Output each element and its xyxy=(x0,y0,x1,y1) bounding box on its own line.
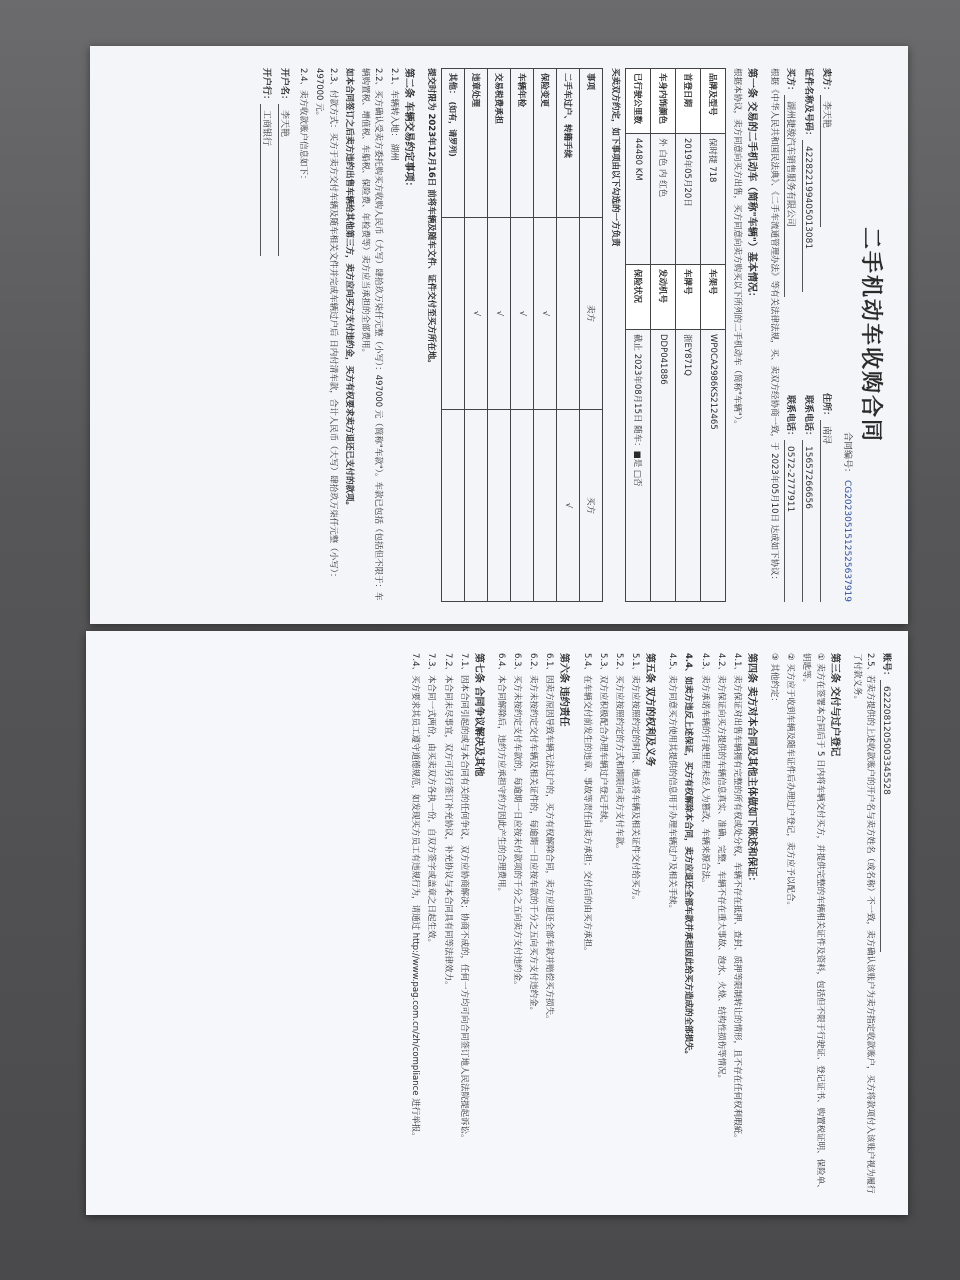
seller-phone-label: 联系电话： xyxy=(803,394,813,440)
proc-item: 二手车过户、转籍手续 xyxy=(557,69,580,218)
clause-3-2: ② 买方应于收到车辆及随车证件后办理过户登记，卖方应予以配合。 xyxy=(785,653,796,910)
procedure-table xyxy=(441,68,603,602)
proc-header-item: 事项 xyxy=(580,69,603,218)
clause-6-3: 6.3、买方未按约定支付车款的，每逾期一日应按未付款项的千分之五向卖方支付违约金。 xyxy=(512,653,523,990)
proc-buyer-mark xyxy=(442,410,465,602)
contract-number-label: 合同编号： xyxy=(842,432,852,478)
vehicle-value: 44480 KM xyxy=(625,134,650,265)
proc-item: 交易税费承担 xyxy=(488,69,511,218)
bank-account-name: 李天艳 xyxy=(278,104,292,256)
handover-deadline: 提交时限为 2023年12月16日 前将车辆及随车文件、证件交付至买方所在地。 xyxy=(426,68,437,368)
table-row xyxy=(675,69,700,602)
vehicle-value: 外 白色 内 红色 xyxy=(650,134,675,265)
clause-6-1: 6.1、因卖方原因导致车辆无法过户的，买方有权解除合同，卖方应退还全部车款并赔偿买方损失。 xyxy=(544,653,555,1024)
vehicle-key: 车架号 xyxy=(700,265,725,330)
clause-7-2: 7.2、本合同未尽事宜，双方可另行签订补充协议，补充协议与本合同具有同等法律效力。 xyxy=(442,653,453,990)
vehicle-key: 车身内饰颜色 xyxy=(650,69,675,134)
contract-number: CG202305151252563791​9 xyxy=(842,479,852,602)
proc-item: 保险变更 xyxy=(534,69,557,218)
account-number: 6222081205003345528 xyxy=(880,680,891,952)
procedure-intro: 买卖双方约定，如下事项由以下勾选的一方负责 xyxy=(609,68,620,247)
clause-3-1: ① 卖方在签署本合同后于 5 日内将车辆交付买方，并提供完整的车辆相关证件及资料，包括但不限于行驶证、登记证书、购置税证明、保险单、钥匙等。 xyxy=(801,653,825,1193)
vehicle-value: 2019年05月20日 xyxy=(675,134,700,265)
article7-title: 第七条 合同争议解决及其他 xyxy=(472,653,484,777)
seller-residence-label: 住所： xyxy=(821,392,831,420)
clause-2-2: 2.2、买方确认受卖方委托购买方收购人民币（大写）肆拾玖万柒仟元整（小写）：497000 元（简称"车款"）。车款已包括（包括但不限于：车辆购置税、增值税、车船税、保险费、年检费等）卖方应当承担的全部费用。 xyxy=(359,68,384,601)
clause-5-3: 5.3、双方应积极配合办理车辆过户登记手续。 xyxy=(597,653,608,829)
bank-account-name-label: 开户名： xyxy=(279,68,290,105)
proc-seller-mark xyxy=(557,218,580,410)
table-row xyxy=(511,69,534,602)
table-row xyxy=(534,69,557,602)
clause-6-4: 6.4、本合同解除后，违约方应承担守约方因此产生的合理费用。 xyxy=(495,653,506,897)
proc-seller-mark: √ xyxy=(465,218,488,410)
buyer-phone-label: 联系电话： xyxy=(785,394,795,440)
article1-title: 第一条 交易的二手机动车（简称"车辆"）基本情况： xyxy=(745,68,757,302)
table-row xyxy=(488,69,511,602)
vehicle-key: 车牌号 xyxy=(675,265,700,330)
article6-title: 第六条 违约责任 xyxy=(558,653,570,727)
vehicle-value: 保时捷 718 xyxy=(700,134,725,265)
clause-2-3: 2.3、付款方式：买方于卖方交付车辆及随车相关文件并完成车辆过户后 日内付清车款，合计人民币（大写）肆拾玖万柒仟元整（小写）：497000 元。 xyxy=(314,68,338,582)
proc-header-buyer: 买方 xyxy=(580,410,603,602)
clause-5-4: 5.4、在车辆交付前发生的违章、事故等责任由卖方承担；交付后的由买方承担。 xyxy=(581,653,592,956)
vehicle-value: WP0CA2986KS212465 xyxy=(700,330,725,602)
clause-5-2: 5.2、买方应按照约定的方式和期限向卖方支付车款。 xyxy=(613,653,624,854)
table-row xyxy=(625,69,650,602)
proc-seller-mark: √ xyxy=(511,218,534,410)
seller-phone: 15657266656 xyxy=(802,440,813,602)
seller-residence: 南浔 xyxy=(820,420,834,602)
bank-account-name-row xyxy=(278,68,292,602)
clause-2-5: 2.5、若卖方提供的上述收款账户的开户名与卖方姓名（或名称）不一致，卖方确认该账户为卖方指定收款账户，买方将款项付入该账户视为履行了付款义务。 xyxy=(851,653,875,1194)
proc-item: 违章处理 xyxy=(465,69,488,218)
buyer-phone: 0572-2777911 xyxy=(784,440,795,602)
vehicle-key: 发动机号 xyxy=(650,265,675,330)
seller-name: 李天艳 xyxy=(820,95,834,227)
buyer-row xyxy=(784,68,798,602)
clause-4-3: 4.3、卖方承诺车辆的行驶里程未经人为篡改，车辆来源合法。 xyxy=(699,653,710,888)
clause-notice: 如本合同签订之后卖方违约出售车辆给其他第三方，卖方应向买方支付违约金，买方有权要求卖方退还已支付的款项。 xyxy=(343,68,354,511)
vehicle-key: 保险状况 xyxy=(625,265,650,330)
article1-text: 根据本协议，卖方同意向买方出售，买方同意向卖方购买以下所列的二手机动车（简称"车辆"）。 xyxy=(731,68,742,429)
proc-other-label: 其他： xyxy=(447,73,458,99)
contract-page-2 xyxy=(86,631,908,1215)
account-label: 账号： xyxy=(881,653,891,681)
table-row xyxy=(442,69,465,602)
proc-buyer-mark xyxy=(511,410,534,602)
proc-header-seller: 卖方 xyxy=(580,218,603,410)
vehicle-key: 首登日期 xyxy=(675,69,700,134)
clause-2-1: 2.1、车辆转入地： 湖州 xyxy=(389,68,400,161)
seller-id-label: 证件名称及号码： xyxy=(803,68,813,141)
article5-title: 第五条 双方的权利及义务 xyxy=(644,653,656,767)
vehicle-value: 浙EY871Q xyxy=(675,330,700,602)
table-row xyxy=(580,69,603,602)
clause-5-1: 5.1、卖方应按照约定的时间、地点将车辆及相关证件交付给买方。 xyxy=(630,653,641,905)
proc-item xyxy=(442,69,465,218)
proc-buyer-mark xyxy=(488,410,511,602)
vehicle-key: 已行驶公里数 xyxy=(625,69,650,134)
vehicle-value: 截止 2023年08月15日 随车：■是 □否 xyxy=(625,330,650,602)
proc-item: 车辆年检 xyxy=(511,69,534,218)
table-row xyxy=(700,69,725,602)
article3-title: 第三条 交付与过户登记 xyxy=(828,653,840,757)
table-row xyxy=(557,69,580,602)
table-row xyxy=(650,69,675,602)
clause-4-2: 4.2、卖方保证向买方提供的车辆信息真实、准确、完整，车辆不存在重大事故、泡水、火烧、结构性损伤等情况。 xyxy=(715,653,726,1084)
clause-4-1: 4.1、卖方保证对出售车辆拥有完整的所有权或处分权，车辆不存在抵押、查封、质押等限制转让的情形，且不存在任何权利瑕疵。 xyxy=(731,653,742,1143)
clause-7-1: 7.1、因本合同引起的或与本合同有关的任何争议，双方应协商解决；协商不成的，任何一方均可向合同签订地人民法院提起诉讼。 xyxy=(458,653,469,1143)
article4-title: 第四条 卖方对本合同及其他主体做如下陈述和保证： xyxy=(745,653,757,887)
bank-label: 开户行： xyxy=(261,68,272,105)
clause-4-5: 4.5、卖方同意买方使用其提供的信息用于办理车辆过户及相关手续。 xyxy=(667,653,678,914)
vehicle-value: DDP041886 xyxy=(650,330,675,602)
table-row xyxy=(465,69,488,602)
article2-title: 第二条 车辆交易约定事项： xyxy=(403,68,415,192)
vehicle-info-table xyxy=(625,68,726,602)
clause-2-4: 2.4、卖方收款账户信息如下： xyxy=(298,68,309,184)
seller-row xyxy=(820,68,834,602)
clause-6-2: 6.2、卖方未按约定交付车辆及相关证件的，每逾期一日应按车款的千分之五向买方支付违约金。 xyxy=(528,653,539,1016)
contract-page-1 xyxy=(90,46,908,624)
buyer-label: 买方： xyxy=(785,68,795,96)
buyer-name: 湖州捷骏汽车销售服务有限公司 xyxy=(784,95,798,297)
proc-seller-mark: √ xyxy=(488,218,511,410)
bank-row xyxy=(260,68,274,602)
account-row xyxy=(880,653,894,1195)
seller-id-row xyxy=(802,68,816,602)
vehicle-key: 品牌及型号 xyxy=(700,69,725,134)
clause-7-4: 7.4、买方要求其员工遵守道德规范，如发现买方员工有违规行为，请通过 http://www.pag.com.cn/zh/compliance 进行举报。 xyxy=(410,653,421,1141)
bank-name: 工商银行 xyxy=(260,104,274,256)
proc-other-note: (如有，请罗列) xyxy=(448,101,458,157)
proc-seller-mark xyxy=(442,218,465,410)
seller-label: 卖方： xyxy=(821,68,831,96)
clause-7-3: 7.3、本合同一式两份，由买卖双方各执一份，自双方签字或盖章之日起生效。 xyxy=(426,653,437,948)
proc-buyer-mark xyxy=(534,410,557,602)
seller-id: 422822199405013081 xyxy=(802,140,813,292)
intro-text: 根据《中华人民共和国民法典》、《二手车流通管理办法》等有关法律法规，买、卖双方经协商一致，于 2023年05月10日 达成如下协议： xyxy=(769,68,779,585)
contract-title: 二手机动车收购合同 xyxy=(858,226,883,443)
proc-buyer-mark xyxy=(465,410,488,602)
proc-seller-mark: √ xyxy=(534,218,557,410)
clause-3-3: ③ 其他约定： xyxy=(769,653,780,706)
clause-4-4: 4.4、如卖方违反上述保证，买方有权解除本合同，卖方应退还全部车款并承担因此给买方造成的全部损失。 xyxy=(683,653,694,1060)
contract-number-line xyxy=(842,68,855,602)
proc-buyer-mark: √ xyxy=(557,410,580,602)
